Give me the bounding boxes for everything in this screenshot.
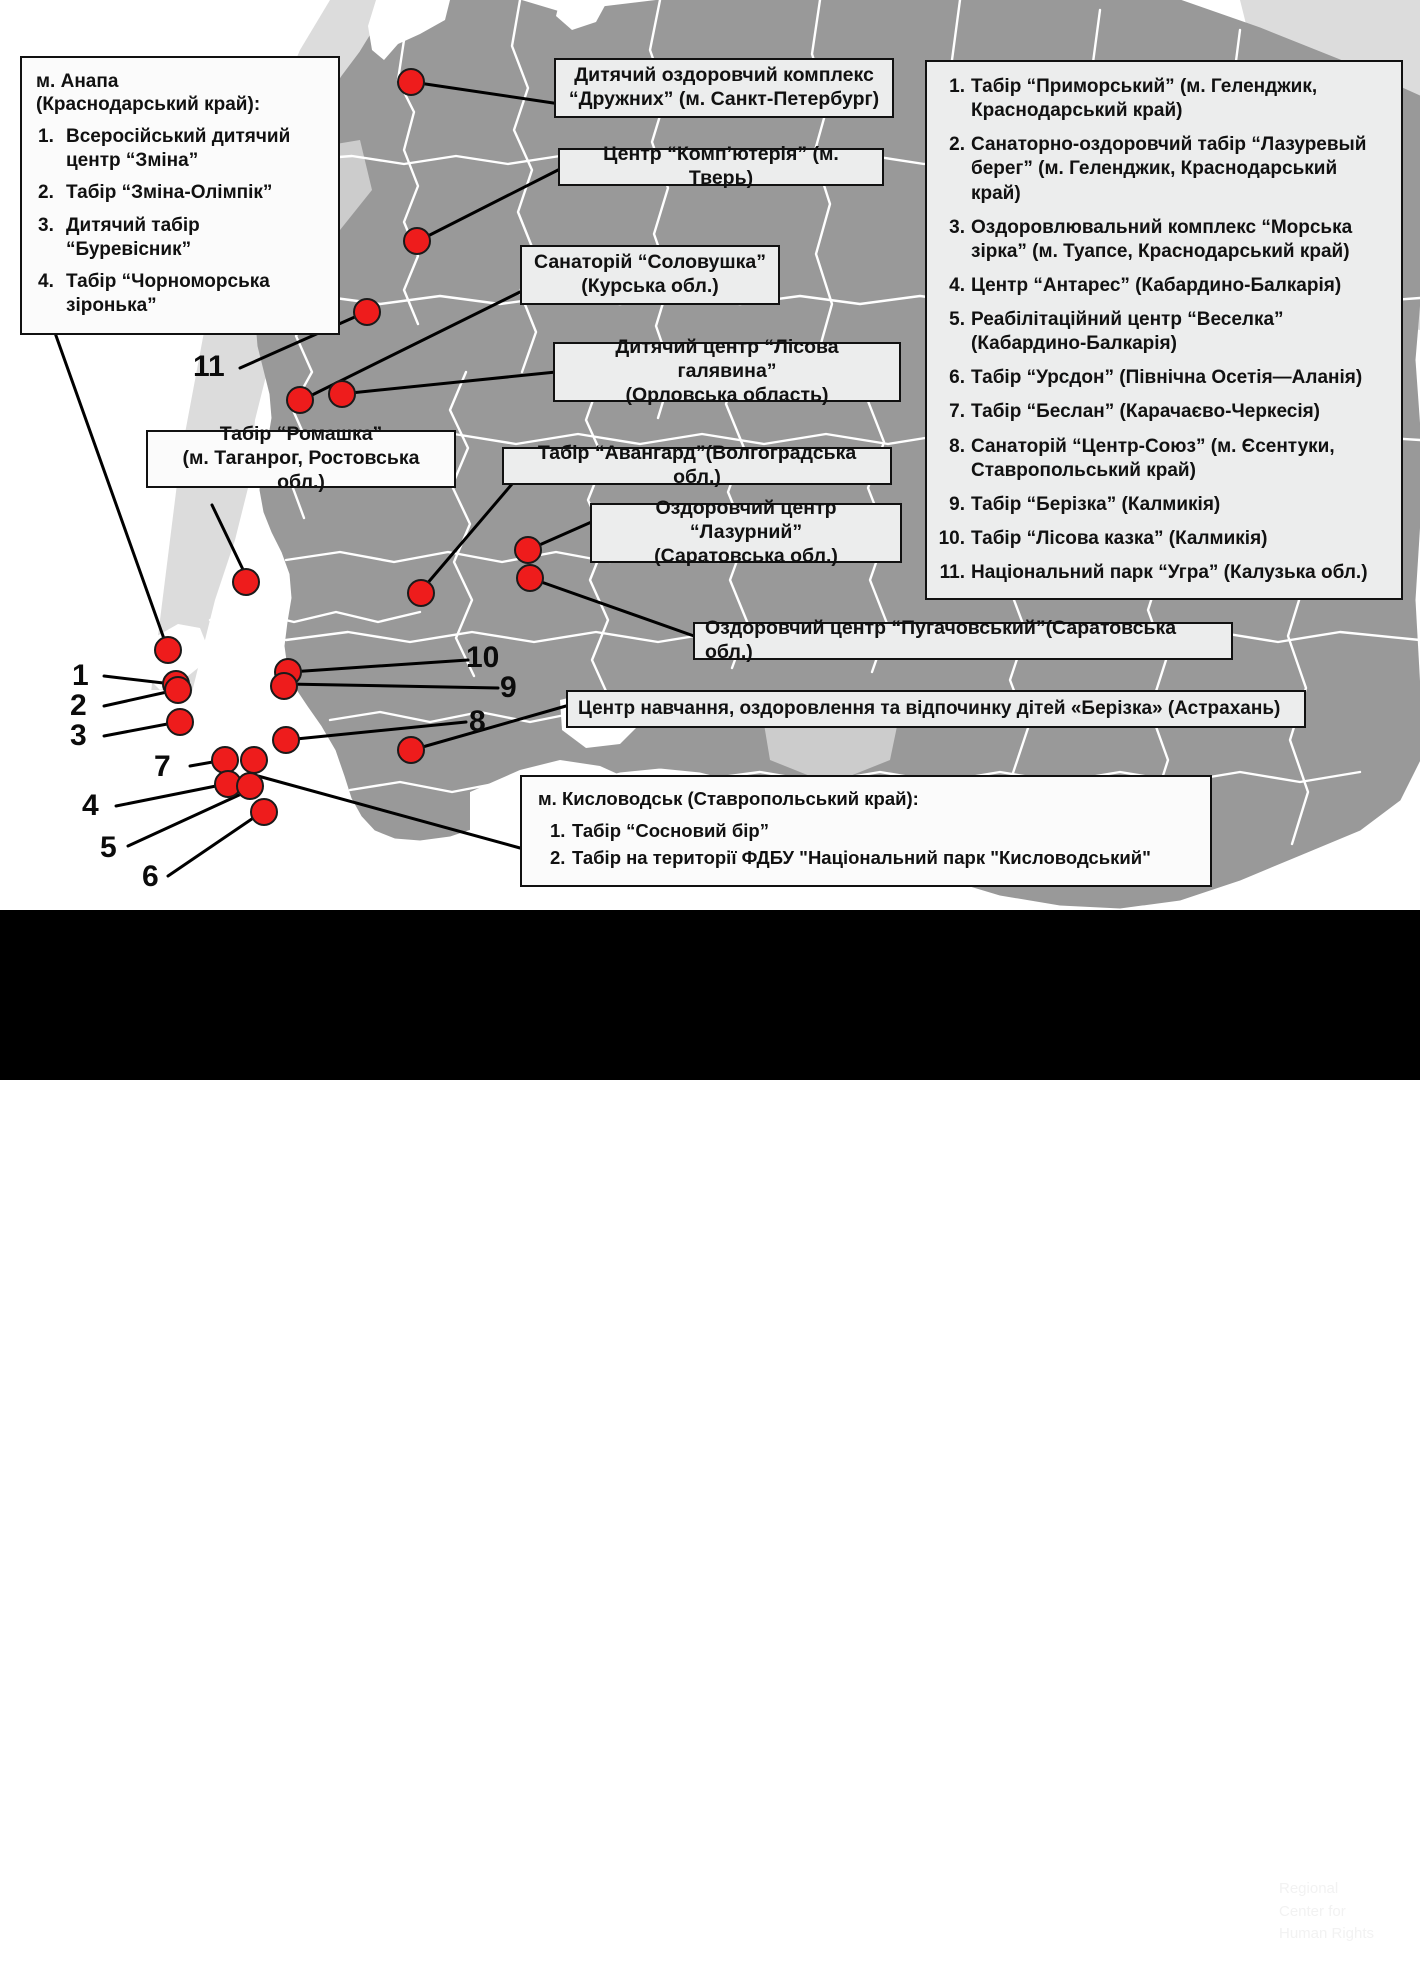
anapa-item-number: 3.: [38, 214, 54, 236]
anapa-list: [36, 125, 324, 317]
legend-item: [937, 308, 1389, 356]
legend-item-label: Табір “Урсдон” (Північна Осетія—Аланія): [971, 367, 1363, 389]
ned-divider: [1012, 1883, 1014, 1933]
callout-lazurnyi-line1: Оздоровчий центр “Лазурний”: [655, 497, 837, 544]
kislovodsk-list-item: [538, 846, 1198, 870]
rchr-stripes-icon: [1157, 1883, 1249, 1941]
map-number-2: 2: [70, 689, 87, 722]
ned-subtitle-line3: FOR: [1026, 1908, 1054, 1921]
ned-wordmark-text: NED: [906, 1881, 999, 1934]
callout-berizka-astrakhan: Центр навчання, оздоровлення та відпочинку дітей «Берізка» (Астрахань): [566, 690, 1306, 728]
kislovodsk-item-number: 2.: [550, 846, 566, 868]
legend-item-number: 3.: [949, 216, 965, 238]
map-number-7: 7: [154, 750, 171, 783]
legend-item-label: Санаторно-оздоровчий табір “Лазуревый берег” (м. Геленджик, Краснодарський край): [971, 134, 1367, 204]
legend-item: [937, 400, 1389, 424]
rchr-divider: [1263, 1886, 1265, 1938]
legend-item-label: Національний парк “Угра” (Калузька обл.): [971, 562, 1368, 583]
legend-item-label: Табір “Лісова казка” (Калмикія): [971, 527, 1268, 549]
footer-title: [52, 1865, 752, 1938]
callout-romashka-line1: Табір “Ромашка”: [219, 423, 383, 446]
map-number-9: 9: [500, 671, 517, 704]
ned-subtitle: [1027, 1876, 1110, 1940]
kislovodsk-header: м. Кисловодськ (Ставропольський край):: [538, 788, 919, 809]
legend-item: [937, 527, 1389, 551]
footer-banner: [0, 910, 1420, 1942]
rchr-name: [1279, 1878, 1374, 1946]
kislovodsk-item-label: Табір “Сосновий бір”: [572, 819, 769, 841]
legend-item: [937, 274, 1389, 298]
callout-lazurnyi: [590, 497, 902, 567]
callout-solovushka: [520, 245, 780, 305]
anapa-item-number: 4.: [38, 271, 54, 293]
legend-item-label: Санаторій “Центр-Союз” (м. Єсентуки, Ставропольський край): [971, 435, 1335, 481]
legend-item-number: 4.: [949, 274, 965, 296]
anapa-header-line2: (Краснодарський край):: [36, 94, 261, 116]
legend-item-label: Оздоровлювальний комплекс “Морська зірка” (м. Туапсе, Краснодарський край): [971, 216, 1353, 262]
legend-item-number: 2.: [949, 134, 965, 156]
callout-lisova-line1: Дитячий центр “Лісова галявина”: [615, 336, 839, 383]
legend-item: [937, 133, 1389, 205]
camps-legend-panel: [925, 60, 1403, 600]
anapa-list-item: [36, 214, 324, 261]
camps-legend-list: [937, 75, 1389, 585]
callout-pugachovskyi: Оздоровчий центр “Пугачовський”(Саратовська обл.): [693, 622, 1233, 660]
legend-item: [937, 216, 1389, 264]
map-number-10: 10: [466, 641, 500, 674]
ned-subtitle-line2: ENDOWMENT: [1026, 1892, 1110, 1905]
ned-wordmark-group: [848, 1882, 999, 1934]
callout-computeria: Центр “Комп’ютерія” (м. Тверь): [558, 148, 884, 186]
legend-item-number: 7.: [949, 401, 965, 423]
callout-avangard: Табір “Авангард”(Волгоградська обл.): [502, 447, 892, 485]
legend-item-number: 5.: [949, 309, 965, 330]
map-number-8: 8: [469, 705, 486, 738]
legend-item-label: Табір “Беслан” (Карачаєво-Черкесія): [971, 401, 1321, 423]
rchr-line1: Regional: [1279, 1880, 1339, 1897]
map-number-4: 4: [82, 789, 99, 822]
ned-globe-icon: [848, 1882, 900, 1934]
ned-subtitle-line1: NATIONAL: [1026, 1877, 1092, 1889]
rchr-line2: Center for: [1279, 1902, 1346, 1920]
anapa-item-number: 1.: [38, 126, 54, 148]
kislovodsk-panel: [520, 775, 1212, 887]
legend-item-label: Центр “Антарес” (Кабардино-Балкарія): [971, 274, 1342, 296]
legend-item: [937, 561, 1389, 585]
legend-item: [937, 75, 1389, 123]
anapa-list-item: [36, 125, 324, 172]
footer-title-line1: РОСІЙСЬКІ ТАБОРИ ПЕРЕВИХОВАННЯ: [52, 1867, 596, 1898]
anapa-panel: [20, 56, 340, 335]
map-number-5: 5: [100, 831, 117, 864]
legend-item-number: 10.: [938, 527, 965, 549]
anapa-list-item: [36, 270, 324, 317]
legend-item-number: 8.: [949, 435, 965, 457]
legend-item: [937, 493, 1389, 517]
legend-item: [937, 435, 1389, 483]
map-number-3: 3: [70, 719, 87, 752]
legend-item: [937, 366, 1389, 390]
callout-druzhnykh-line2: “Дружних” (м. Санкт-Петербург): [568, 88, 880, 110]
kislovodsk-item-label: Табір на території ФДБУ "Національний парк "Кисловодський": [572, 846, 1151, 868]
anapa-item-number: 2.: [38, 182, 54, 204]
callout-romashka: [146, 423, 456, 493]
callout-solovushka-line2: (Курська обл.): [581, 275, 719, 297]
anapa-panel-header: [36, 70, 324, 116]
anapa-item-label: Табір “Зміна-Олімпік”: [66, 182, 273, 204]
footer-title-line2: В ЄВРОПЕЙСЬКІЙ ЧАСТИНІ РОСІЇ У 2024 РОЦІ: [52, 1903, 696, 1935]
callout-romashka-line2: (м. Таганрог, Ростовська обл.): [182, 447, 420, 493]
kislovodsk-list: [538, 819, 1198, 870]
legend-item-number: 11.: [939, 562, 965, 583]
callout-solovushka-line1: Санаторій “Соловушка”: [534, 251, 766, 274]
callout-druzhnykh: [554, 58, 894, 118]
rchr-logo: [1157, 1878, 1374, 1946]
map-number-6: 6: [142, 860, 159, 893]
ned-logo: [848, 1876, 1110, 1940]
legend-item-label: Табір “Берізка” (Калмикія): [971, 493, 1221, 515]
callout-druzhnykh-line1: Дитячий оздоровчий комплекс: [574, 64, 874, 87]
map-canvas: [0, 0, 1420, 910]
legend-item-number: 1.: [949, 76, 965, 97]
anapa-item-label: Всеросійський дитячий центр “Зміна”: [66, 126, 291, 171]
ned-subtitle-line4: DEMOCRACY: [1026, 1924, 1109, 1937]
map-number-11: 11: [193, 350, 225, 383]
anapa-header-line1: м. Анапа: [36, 71, 119, 92]
kislovodsk-list-item: [538, 819, 1198, 843]
legend-item-number: 6.: [949, 367, 965, 389]
anapa-item-label: Дитячий табір “Буревісник”: [66, 214, 200, 260]
anapa-list-item: [36, 181, 324, 205]
rchr-line3: Human Rights: [1279, 1925, 1375, 1942]
map-number-1: 1: [72, 659, 89, 692]
anapa-item-label: Табір “Чорноморська зіронька”: [66, 271, 270, 316]
legend-item-label: Табір “Приморський” (м. Геленджик, Краснодарський край): [971, 76, 1318, 122]
legend-item-number: 9.: [949, 493, 965, 515]
callout-lazurnyi-line2: (Саратовська обл.): [654, 544, 838, 567]
callout-lisova-halyavyna: [553, 336, 901, 406]
kislovodsk-item-number: 1.: [550, 819, 566, 841]
legend-item-label: Реабілітаційний центр “Веселка” (Кабардино-Балкарія): [971, 309, 1284, 355]
callout-lisova-line2: (Орловська область): [625, 383, 829, 406]
footer-divider: [789, 1831, 792, 1980]
